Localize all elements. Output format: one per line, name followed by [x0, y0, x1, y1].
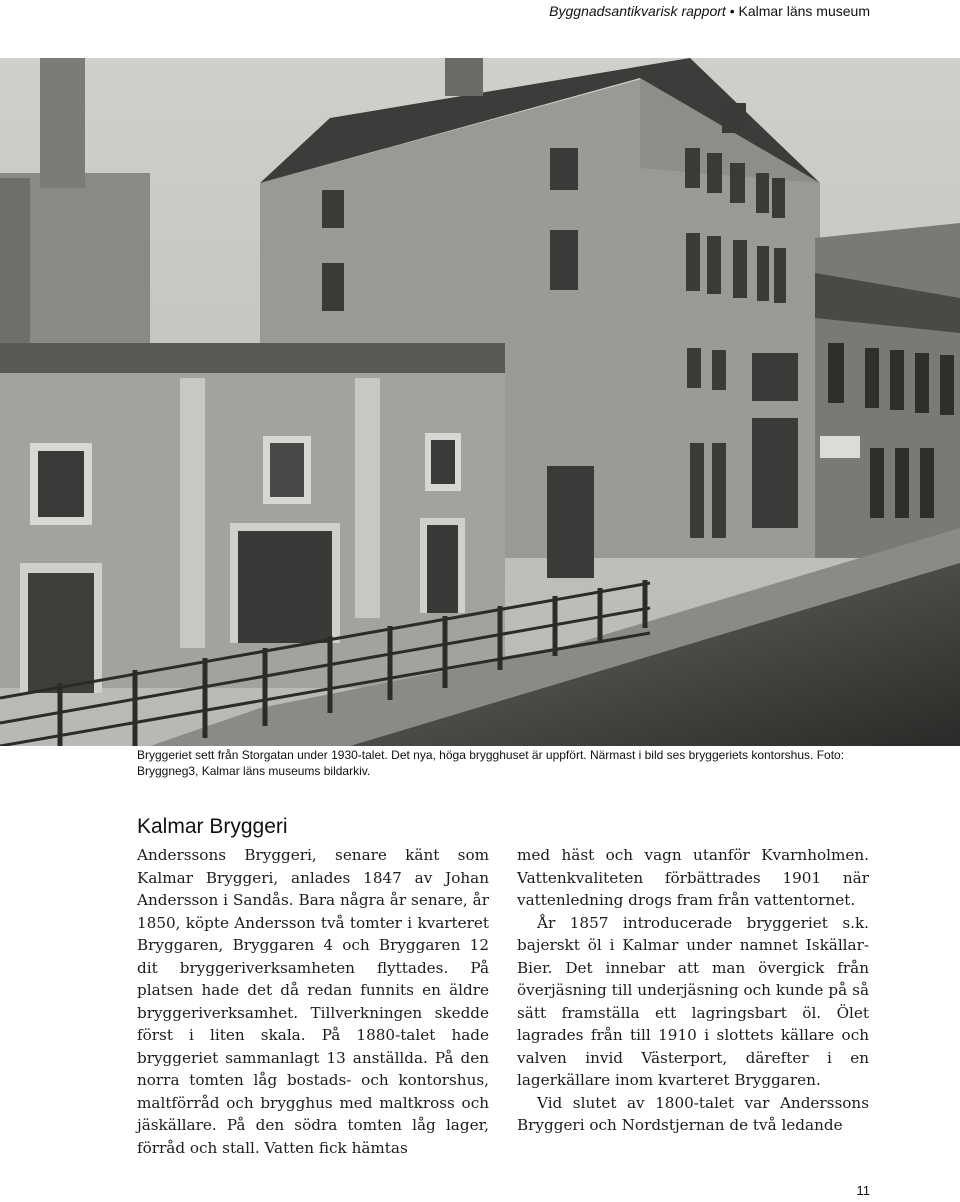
organization-name: Kalmar läns museum [738, 3, 870, 19]
page-number: 11 [856, 1183, 870, 1198]
running-head [520, 0, 870, 22]
paragraph: Vid slutet av 1800-talet var Anderssons Bryggeri och Nordstjernan de två ledande [517, 1093, 869, 1134]
body-column-right [517, 844, 869, 1137]
paragraph: År 1857 introducerade bryggeriet s.k. bajerskt öl i Kalmar under namnet Iskällar-Bier. Det innebar att man övergick från överjäsning till underjäsning och kunde på så sätt framställa ett lagringsbart öl. Ölet lagrades från till 1910 i slottets källare och valven invid Västerport, därefter i en lagerkällare inom kvarteret Bryggaren. [517, 913, 869, 1089]
running-head-separator: • [729, 3, 735, 19]
body-column-left [137, 844, 489, 1159]
paragraph: med häst och vagn utanför Kvarnholmen. Vattenkvaliteten förbättrades 1901 när vattenledning drogs fram från vattentornet. [517, 846, 869, 909]
brewery-photograph [0, 58, 960, 746]
publication-title: Byggnadsantikvarisk rapport [549, 3, 726, 19]
paragraph: Anderssons Bryggeri, senare känt som Kalmar Bryggeri, anlades 1847 av Johan Andersson i Sandås. Bara några år senare, år 1850, köpte Andersson två tomter i kvarteret Bryggaren, Bryggaren 4 och Bryggaren 12 dit bryggeriverksamheten flyttades. På platsen hade det då redan funnits en äldre bryggeriverksamhet. Tillverkningen skedde först i liten skala. På 1880-talet hade bryggeriet sammanlagt 13 anställda. På den norra tomten låg bostads- och kontorshus, maltförråd och brygghus med maltkross och jäskällare. På den södra tomten låg lager, förråd och stall. Vatten fick hämtas [137, 846, 489, 1157]
photo-caption: Bryggeriet sett från Storgatan under 1930-talet. Det nya, höga brygghuset är uppfört. Närmast i bild ses bryggeriets kontorshus. Foto: Bryggneg3, Kalmar läns museums bildarkiv. [137, 748, 845, 778]
section-heading: Kalmar Bryggeri [137, 815, 288, 838]
